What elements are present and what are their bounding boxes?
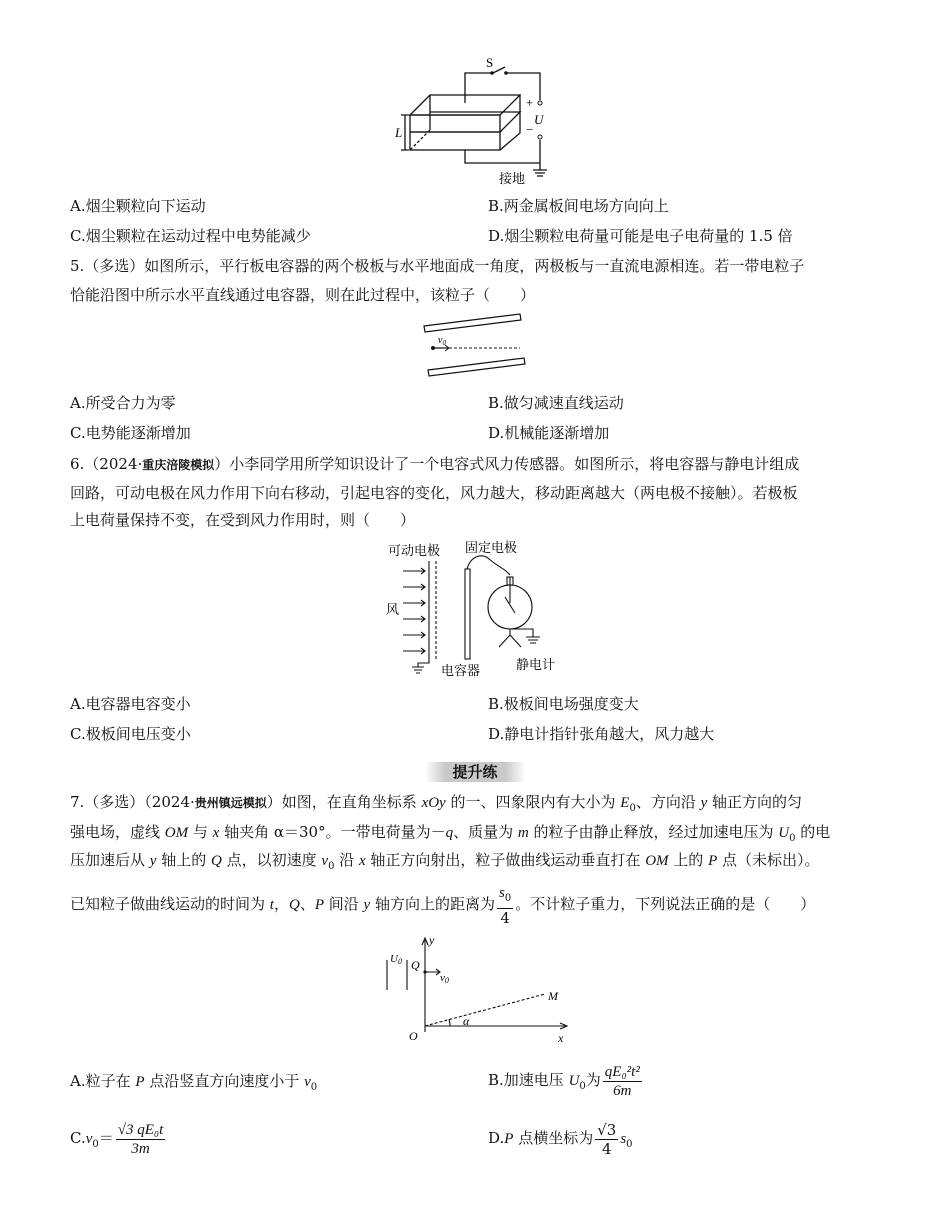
q7-text: 间沿 <box>324 895 364 913</box>
svg-text:U0 <box>390 953 402 966</box>
q7-text: ， <box>273 895 289 913</box>
q6-stem-line-1 <box>70 454 799 475</box>
q7-opt-text: 为 <box>585 1071 601 1089</box>
q5-option-a: A.所受合力为零 <box>70 394 176 412</box>
q7-opt-text: qE₀²t² <box>604 1063 640 1080</box>
q7-b-fraction <box>603 1063 642 1100</box>
q7-text: 、质量为 <box>453 823 518 841</box>
q7-opt-text: 0 <box>579 1081 586 1092</box>
q7-fig-alpha: α <box>463 1014 470 1028</box>
q7-text: 、方向沿 <box>635 793 701 811</box>
q7-opt-text: √3 qE₀t <box>117 1121 164 1138</box>
q7-text: m <box>517 825 529 841</box>
q7-text: 。不计粒子重力，下列说法正确的是（ ） <box>515 895 816 913</box>
q6-stem-line-1-rest: ）小李同学用所学知识设计了一个电容式风力传感器。如图所示，将电容器与静电计组成 <box>214 455 800 473</box>
q7-fig-O: O <box>409 1029 418 1043</box>
q7-fig-Q: Q <box>411 958 420 972</box>
q7-text: ）如图，在直角坐标系 <box>266 793 422 811</box>
q7-text: 的粒子由静止释放，经过加速电压为 <box>528 823 779 841</box>
q7-opt-text: D. <box>488 1129 505 1147</box>
q5-option-b: B.做匀减速直线运动 <box>488 394 624 412</box>
q7-text: OM <box>164 825 189 841</box>
q7-text: 已知粒子做曲线运动的时间为 <box>70 895 270 913</box>
q7-text: y <box>700 795 708 811</box>
svg-text:v0 <box>438 335 446 347</box>
q7-text: 轴方向上的距离为 <box>370 895 495 913</box>
q7-text: 0 <box>629 803 636 814</box>
length-label: L <box>395 125 403 140</box>
q7-option-d <box>488 1116 633 1167</box>
q7-text: 强电场，虚线 <box>70 823 165 841</box>
section-title: 提升练 <box>425 762 525 782</box>
q7-d-fraction <box>595 1121 618 1158</box>
q7-text: 轴夹角 α＝30°。一带电荷量为－ <box>219 823 446 841</box>
q7-opt-text: P <box>504 1131 514 1147</box>
q6-fig-movable-electrode: 可动电极 <box>388 543 441 558</box>
q7-text: P <box>314 897 324 913</box>
q7-opt-text: v <box>304 1074 311 1090</box>
q7-text: 轴上的 <box>156 851 211 869</box>
q6-stem-line-2: 回路，可动电极在风力作用下向右移动，引起电容的变化，风力越大，移动距离越大（两电极不接触）。若极板 <box>70 484 798 502</box>
q7-fig-v0: v <box>440 972 445 984</box>
q7-opt-text: A.粒子在 <box>70 1072 136 1090</box>
switch-label: S <box>486 55 494 70</box>
q4-option-d: D.烟尘颗粒电荷量可能是电子电荷量的 1.5 倍 <box>488 227 793 245</box>
q7-opt-text: v <box>85 1131 93 1147</box>
q7-text: t <box>269 897 274 913</box>
q6-number: 6.（2024· <box>70 455 143 473</box>
plus-sign: + <box>526 95 534 110</box>
q7-c-fraction <box>116 1121 166 1158</box>
q7-opt-text: P <box>135 1074 145 1090</box>
q6-fig-wind: 风 <box>386 602 400 617</box>
q7-text: v <box>321 853 329 869</box>
q4-option-c: C.烟尘颗粒在运动过程中电势能减少 <box>70 227 311 245</box>
q7-source-tag: 贵州镇远模拟 <box>194 796 267 810</box>
q7-text: 沿 <box>334 851 359 869</box>
q7-text: x <box>358 853 366 869</box>
ground-label: 接地 <box>499 171 526 186</box>
q6-stem-line-3: 上电荷量保持不变，在受到风力作用时，则（ ） <box>70 511 416 529</box>
q7-fig-M: M <box>548 989 558 1003</box>
q7-text: 点（未标出）。 <box>717 851 820 869</box>
q7-text: Q <box>211 853 222 869</box>
q7-text: x <box>212 825 220 841</box>
q6-source-tag: 重庆涪陵模拟 <box>142 458 215 472</box>
q5-fig-v0-sub: 0 <box>442 339 446 347</box>
q6-fig-fixed-electrode: 固定电极 <box>465 540 518 555</box>
q6-option-b: B.极板间电场强度变大 <box>488 695 639 713</box>
q7-fig-U0-sub: 0 <box>397 957 402 966</box>
q7-text: y <box>363 897 371 913</box>
q7-opt-text: B.加速电压 <box>488 1071 569 1089</box>
q7-opt-text: 点沿竖直方向速度小于 <box>144 1072 305 1090</box>
wind-sensor-figure <box>383 537 573 682</box>
q7-text: 与 <box>188 823 213 841</box>
q7-stem-line-1 <box>70 792 802 819</box>
q5-option-d: D.机械能逐渐增加 <box>488 424 610 442</box>
q7-opt-text: √3 <box>597 1120 617 1139</box>
q6-option-c: C.极板间电压变小 <box>70 725 191 743</box>
q7-text: 轴正方向的匀 <box>707 793 803 811</box>
q7-fig-U0: U <box>390 953 398 965</box>
q7-opt-text: U <box>568 1073 580 1089</box>
q7-text: 点，以初速度 <box>221 851 322 869</box>
q7-stem-line-4 <box>70 883 815 927</box>
q5-stem-line-2: 恰能沿图中所示水平直线通过电容器，则在此过程中，该粒子（ ） <box>70 286 536 304</box>
q7-fig-x: x <box>558 1031 564 1045</box>
q4-option-b: B.两金属板间电场方向向上 <box>488 197 669 215</box>
q7-opt-text: 0 <box>92 1139 99 1150</box>
q7-opt-text: C. <box>70 1129 86 1147</box>
q7-option-a <box>70 1071 317 1098</box>
q7-fig-y: y <box>429 933 435 947</box>
q7-option-b <box>488 1058 644 1109</box>
q7-text: xOy <box>421 795 446 811</box>
q5-option-c: C.电势能逐渐增加 <box>70 424 191 442</box>
q7-opt-text: s <box>620 1131 627 1147</box>
q7-stem-line-2 <box>70 822 830 849</box>
capacitor-switch-figure <box>395 55 565 190</box>
q7-stem-line-3 <box>70 850 820 877</box>
q7-fig-v0-sub: 0 <box>444 976 449 985</box>
q7-text: q <box>445 825 454 841</box>
q7-text: 4 <box>500 909 510 927</box>
q7-text: 的电 <box>795 823 831 841</box>
q7-opt-text: 6m <box>613 1082 632 1099</box>
q4-option-a: A.烟尘颗粒向下运动 <box>70 197 206 215</box>
q7-text: 上的 <box>668 851 709 869</box>
q7-text: 0 <box>328 861 335 872</box>
q7-option-c <box>70 1116 167 1167</box>
q7-text: 0 <box>789 833 796 844</box>
q7-text: P <box>708 853 718 869</box>
q7-opt-text: 点横坐标为 <box>513 1129 594 1147</box>
minus-sign: − <box>526 122 534 137</box>
q7-text: OM <box>645 853 669 869</box>
q7-opt-text: ＝ <box>98 1129 114 1147</box>
q7-text: E <box>620 795 630 811</box>
q7-text: y <box>149 853 157 869</box>
svg-text:v0 <box>440 972 449 985</box>
q7-opt-text: 3m <box>131 1140 150 1157</box>
q7-opt-text: 0 <box>310 1082 318 1093</box>
q7-text: s <box>499 885 505 901</box>
q6-fig-electrometer: 静电计 <box>516 657 556 672</box>
q7-text: 0 <box>504 893 512 904</box>
q7-text: 压加速后从 <box>70 851 150 869</box>
q7-text: U <box>778 825 790 841</box>
q5-stem-line-1: 5.（多选）如图所示，平行板电容器的两个极板与水平地面成一角度，两极板与一直流电源相连。若一带电粒子 <box>70 257 805 275</box>
voltage-label: U <box>534 112 544 127</box>
coordinate-figure <box>380 932 575 1047</box>
q7-text: Q <box>288 897 300 913</box>
q5-fig-v0: v <box>438 335 443 346</box>
q7-number: 7.（多选）（2024· <box>70 793 195 811</box>
q7-opt-text: 4 <box>602 1139 612 1158</box>
q7-text: 轴正方向射出，粒子做曲线运动垂直打在 <box>365 851 646 869</box>
q7-fraction <box>497 883 513 927</box>
q7-text: 、 <box>299 895 315 913</box>
q6-fig-capacitor: 电容器 <box>441 663 481 678</box>
q7-opt-text: 0 <box>626 1139 633 1150</box>
q6-option-a: A.电容器电容变小 <box>70 695 191 713</box>
q7-text: 的一、四象限内有大小为 <box>445 793 621 811</box>
tilted-plates-figure <box>420 310 530 380</box>
q6-option-d: D.静电计指针张角越大，风力越大 <box>488 725 715 743</box>
